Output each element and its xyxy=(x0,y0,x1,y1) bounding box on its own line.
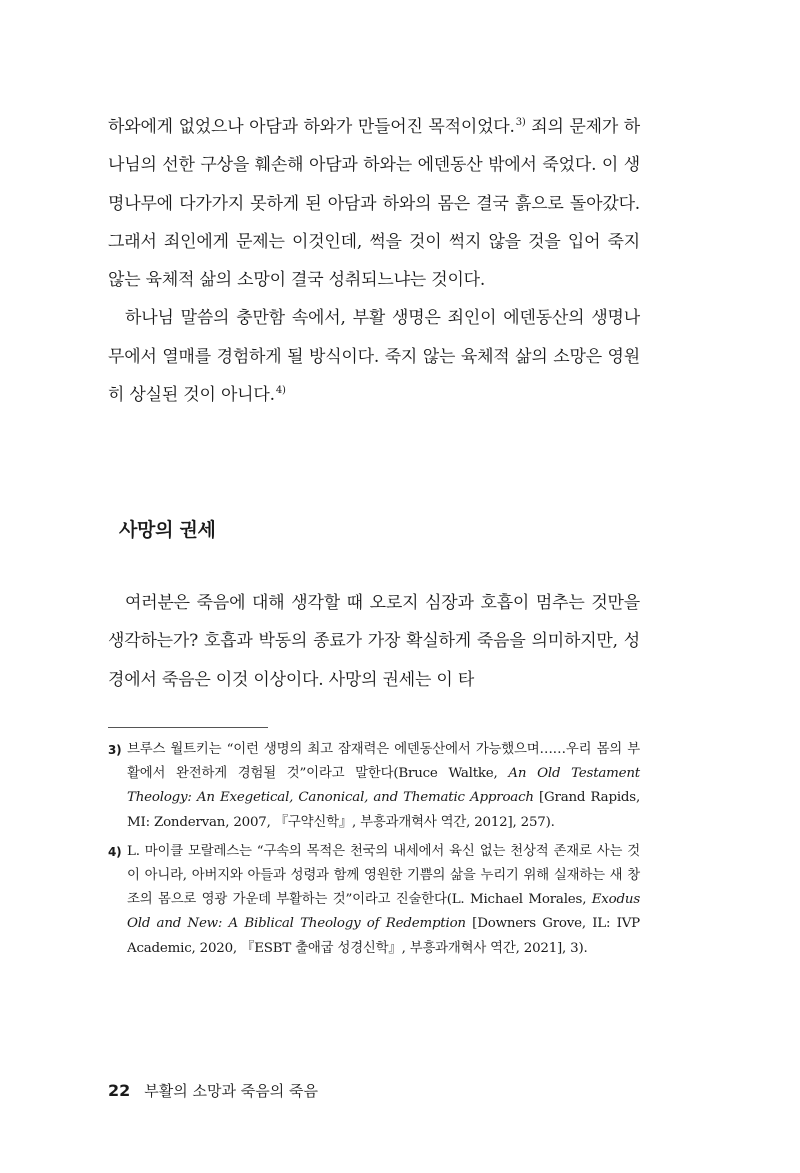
section-heading: 사망의 권세 xyxy=(119,519,216,541)
footnote-ref-3[interactable]: 3) xyxy=(515,117,526,128)
paragraph-1 xyxy=(108,108,640,299)
footnotes xyxy=(108,738,640,966)
paragraph-1-continued: 죄의 문제가 하나님의 선한 구상을 훼손해 아담과 하와는 에덴동산 밖에서 죽었다. 이 생명나무에 다가가지 못하게 된 아담과 하와의 몸은 결국 흙으로 돌아갔다. 그래서 죄인에게 문제는 이것인데, 썩을 것이 썩지 않을 것을 입어 죽지 않는 육체적 삶의 소망이 결국 성취되느냐는 것이다. xyxy=(108,117,640,291)
footnote-divider xyxy=(108,727,268,728)
page-number: 22 xyxy=(108,1081,131,1100)
footnote-book-title: Exodus Old and New: A Biblical Theology of Redemption xyxy=(127,892,640,932)
footnote-text-a: 브루스 월트키는 “이런 생명의 최고 잠재력은 에덴동산에서 가능했으며……우리 몸의 부활에서 완전하게 경험될 것”이라고 말한다(Bruce Waltke, xyxy=(127,742,640,782)
footnote-ref-4[interactable]: 4) xyxy=(275,385,286,397)
section-body xyxy=(108,584,640,699)
paragraph-3: 여러분은 죽음에 대해 생각할 때 오로지 심장과 호흡이 멈추는 것만을 생각하는가? 호흡과 박동의 종료가 가장 확실하게 죽음을 의미하지만, 성경에서 죽음은 이것 이상이다. 사망의 권세는 이 타 xyxy=(108,593,640,690)
page-content xyxy=(108,108,640,956)
footnote-4 xyxy=(108,840,640,961)
footnote-book-title: An Old Testament Theology: An Exegetical, Canonical, and Thematic Approach xyxy=(127,766,640,806)
footnote-number: 3) xyxy=(108,743,122,757)
page-footer xyxy=(108,1080,318,1101)
footnote-text-b: [Grand Rapids, MI: Zondervan, 2007, 『구약신학』, 부흥과개혁사 역간, 2012], 257). xyxy=(127,790,640,830)
paragraph-2-text: 하나님 말씀의 충만함 속에서, 부활 생명은 죄인이 에덴동산의 생명나무에서 열매를 경험하게 될 방식이다. 죽지 않는 육체적 삶의 소망은 영원히 상실된 것이 아니다. xyxy=(108,308,640,406)
paragraph-1-text: 하와에게 없었으나 아담과 하와가 만들어진 목적이었다. xyxy=(108,117,515,137)
running-title: 부활의 소망과 죽음의 죽음 xyxy=(144,1082,318,1100)
footnote-text xyxy=(127,840,640,961)
paragraph-2 xyxy=(108,299,640,414)
footnote-text-b: [Downers Grove, IL: IVP Academic, 2020, 『ESBT 출애굽 성경신학』, 부흥과개혁사 역간, 2021], 3). xyxy=(127,916,640,956)
footnote-number: 4) xyxy=(108,844,122,859)
footnote-3 xyxy=(108,738,640,835)
footnote-text xyxy=(127,738,640,835)
footnote-text-a: L. 마이클 모랄레스는 “구속의 목적은 천국의 내세에서 육신 없는 천상적 존재로 사는 것이 아니라, 아버지와 아들과 성령과 함께 영원한 기쁨의 삶을 누리기 위해 실재하는 새 창조의 몸으로 영광 가운데 부활하는 것”이라고 진술한다(L. Michael Morales, xyxy=(127,843,640,908)
